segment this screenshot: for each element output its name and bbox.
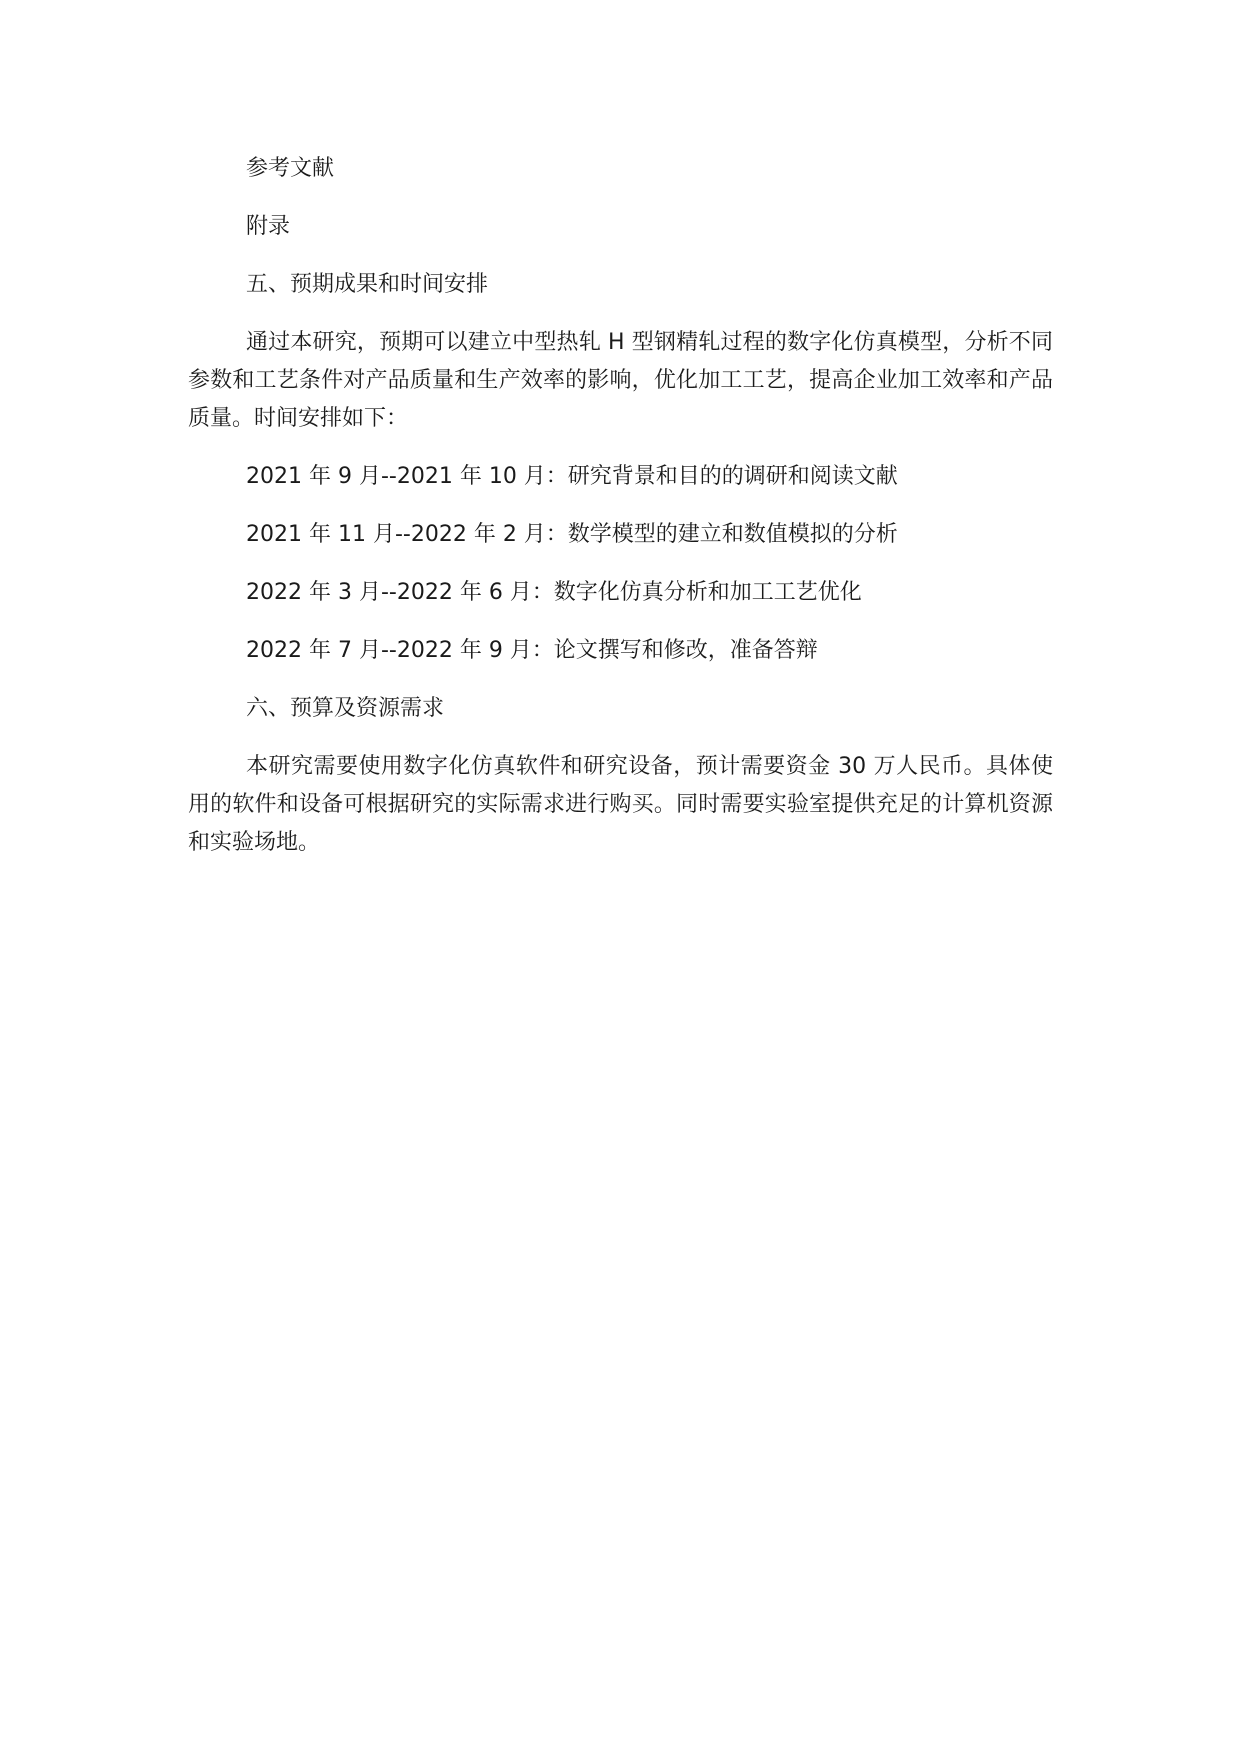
schedule-item: 2022 年 7 月--2022 年 9 月：论文撰写和修改，准备答辩 [246, 638, 818, 663]
schedule-item: 2021 年 11 月--2022 年 2 月：数学模型的建立和数值模拟的分析 [246, 522, 898, 547]
section-6-heading: 六、预算及资源需求 [246, 696, 445, 721]
document-body [188, 150, 1053, 862]
section-6-paragraph: 本研究需要使用数字化仿真软件和研究设备，预计需要资金 30 万人民币。具体使用的软件和设备可根据研究的实际需求进行购买。同时需要实验室提供充足的计算机资源和实验场地。 [188, 754, 1053, 855]
schedule-item: 2022 年 3 月--2022 年 6 月：数字化仿真分析和加工工艺优化 [246, 580, 862, 605]
appendix-heading: 附录 [246, 214, 291, 239]
section-5-paragraph: 通过本研究，预期可以建立中型热轧 H 型钢精轧过程的数字化仿真模型，分析不同参数和工艺条件对产品质量和生产效率的影响，优化加工工艺，提高企业加工效率和产品质量。时间安排如下： [188, 330, 1053, 431]
schedule-item: 2021 年 9 月--2021 年 10 月：研究背景和目的的调研和阅读文献 [246, 464, 898, 489]
references-heading: 参考文献 [246, 156, 335, 181]
section-5-heading: 五、预期成果和时间安排 [246, 272, 489, 297]
